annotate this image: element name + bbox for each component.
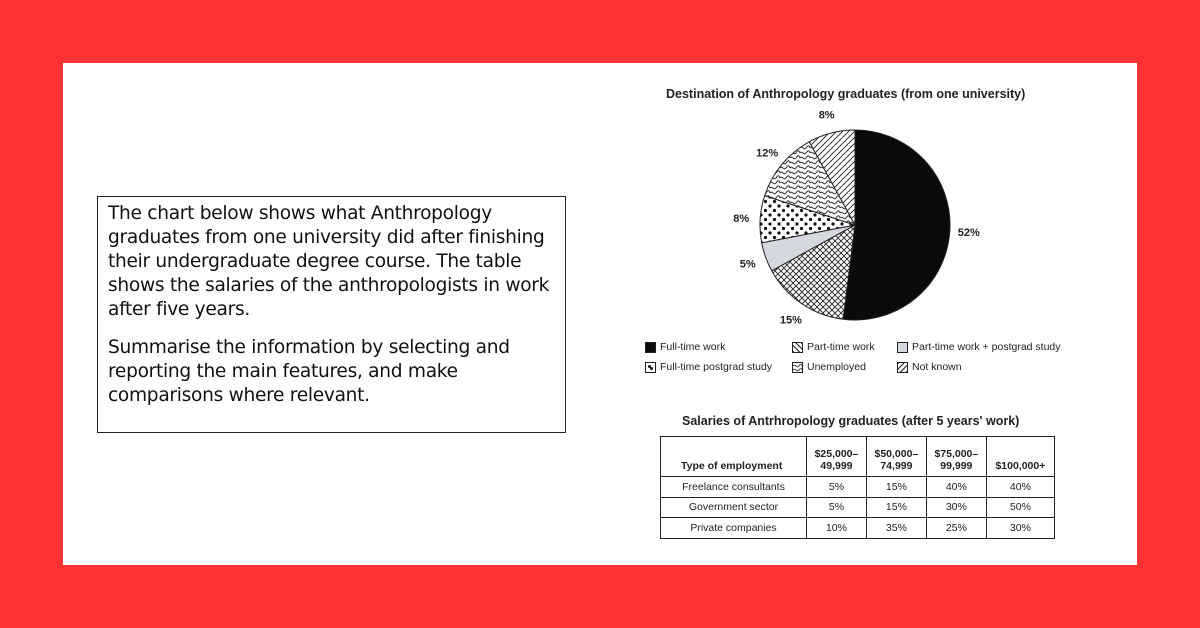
pie-chart <box>700 100 1020 340</box>
column-header-salary-band: $75,000– 99,999 <box>926 437 986 477</box>
pie-legend <box>645 341 1105 381</box>
column-header-salary-band: $25,000– 49,999 <box>807 437 867 477</box>
legend-item-full-time-postgrad-study <box>645 361 772 373</box>
pie-label-full-time-work: 52% <box>957 227 980 240</box>
legend-item-not-known <box>897 361 962 373</box>
table-title: Salaries of Antrhropology graduates (after 5 years' work) <box>682 414 1020 428</box>
table-cell: 30% <box>986 518 1054 539</box>
salary-table <box>660 436 1055 539</box>
legend-swatch-full-time-postgrad-study <box>645 362 656 373</box>
row-label-freelance-consultants: Freelance consultants <box>661 477 807 498</box>
column-header-employment: Type of employment <box>661 437 807 477</box>
column-header-salary-band: $100,000+ <box>986 437 1054 477</box>
task-prompt-box <box>97 196 566 433</box>
table-cell: 35% <box>866 518 926 539</box>
pie-chart-title: Destination of Anthropology graduates (from one university) <box>666 87 1026 101</box>
table-cell: 30% <box>926 497 986 518</box>
table-cell: 5% <box>807 497 867 518</box>
pie-label-part-time-work-postgrad-study: 5% <box>739 258 756 271</box>
legend-label: Part-time work + postgrad study <box>912 341 1061 353</box>
table-row <box>661 497 1055 518</box>
legend-swatch-unemployed <box>792 362 803 373</box>
table-row <box>661 518 1055 539</box>
table-cell: 15% <box>866 477 926 498</box>
table-cell: 5% <box>807 477 867 498</box>
table-cell: 25% <box>926 518 986 539</box>
pie-slice-full-time-work <box>843 130 950 320</box>
legend-item-part-time-work <box>792 341 875 353</box>
pie-label-full-time-postgrad-study: 8% <box>733 212 750 225</box>
legend-label: Not known <box>912 361 962 373</box>
table-row <box>661 477 1055 498</box>
table-cell: 10% <box>807 518 867 539</box>
legend-label: Full-time postgrad study <box>660 361 773 373</box>
legend-label: Unemployed <box>807 361 866 373</box>
legend-item-full-time-work <box>645 341 725 353</box>
table-cell: 40% <box>926 477 986 498</box>
legend-label: Part-time work <box>807 341 875 353</box>
legend-swatch-part-time-work-postgrad-study <box>897 342 908 353</box>
table-cell: 40% <box>986 477 1054 498</box>
legend-swatch-full-time-work <box>645 342 656 353</box>
pie-label-part-time-work: 15% <box>779 314 802 327</box>
legend-item-part-time-work-postgrad-study <box>897 341 1061 353</box>
legend-swatch-not-known <box>897 362 908 373</box>
legend-label: Full-time work <box>660 341 726 353</box>
table-cell: 50% <box>986 497 1054 518</box>
legend-item-unemployed <box>792 361 866 373</box>
task-paragraph-2: Summarise the information by selecting and reporting the main features, and make comparisons where relevant. <box>108 337 510 406</box>
legend-swatch-part-time-work <box>792 342 803 353</box>
table-cell: 15% <box>866 497 926 518</box>
row-label-private-companies: Private companies <box>661 518 807 539</box>
table-header-row <box>661 437 1055 477</box>
pie-label-unemployed: 12% <box>756 147 779 160</box>
column-header-salary-band: $50,000– 74,999 <box>866 437 926 477</box>
row-label-government-sector: Government sector <box>661 497 807 518</box>
task-paragraph-1: The chart below shows what Anthropology graduates from one university did after finishing their undergraduate degree course. The table shows the salaries of the anthropologists in work after five years. <box>108 203 550 320</box>
pie-label-not-known: 8% <box>818 109 835 122</box>
